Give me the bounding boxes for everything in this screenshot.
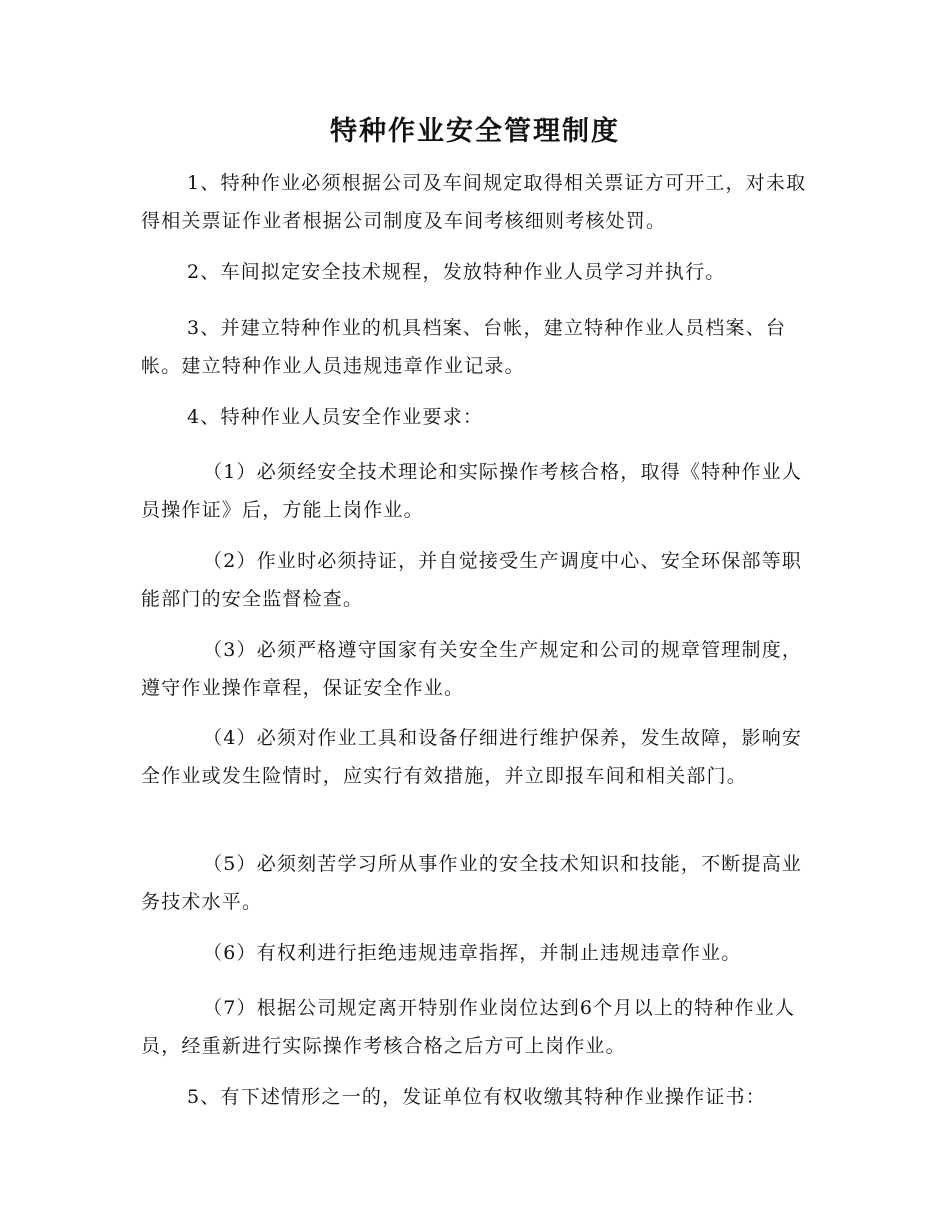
paragraph-3: 3、并建立特种作业的机具档案、台帐，建立特种作业人员档案、台帐。建立特种作业人员违规违章作业记录。	[141, 317, 787, 377]
paragraph-4-7: （7）根据公司规定离开特别作业岗位达到6个月以上的特种作业人员，经重新进行实际操作考核合格之后方可上岗作业。	[141, 997, 796, 1057]
paragraph-5: 5、有下述情形之一的，发证单位有权收缴其特种作业操作证书：	[187, 1086, 766, 1108]
paragraph-4-4: （4）必须对作业工具和设备仔细进行维护保养，发生故障，影响安全作业或发生险情时，应实行有效措施，并立即报车间和相关部门。	[141, 727, 803, 787]
paragraph-2: 2、车间拟定安全技术规程，发放特种作业人员学习并执行。	[187, 261, 726, 283]
paragraph-4: 4、特种作业人员安全作业要求：	[187, 406, 484, 428]
paragraph-4-2: （2）作业时必须持证，并自觉接受生产调度中心、安全环保部等职能部门的安全监督检查。	[141, 550, 803, 610]
paragraph-4-1: （1）必须经安全技术理论和实际操作考核合格，取得《特种作业人员操作证》后，方能上岗作业。	[141, 461, 803, 521]
document-title: 特种作业安全管理制度	[330, 116, 620, 147]
paragraph-4-6: （6）有权利进行拒绝违规违章指挥，并制止违规违章作业。	[203, 942, 742, 964]
paragraph-4-3: （3）必须严格遵守国家有关安全生产规定和公司的规章管理制度，遵守作业操作章程，保证安全作业。	[141, 639, 803, 699]
paragraph-4-5: （5）必须刻苦学习所从事作业的安全技术知识和技能，不断提高业务技术水平。	[141, 853, 803, 913]
paragraph-1: 1、特种作业必须根据公司及车间规定取得相关票证方可开工，对未取得相关票证作业者根据公司制度及车间考核细则考核处罚。	[141, 172, 807, 232]
